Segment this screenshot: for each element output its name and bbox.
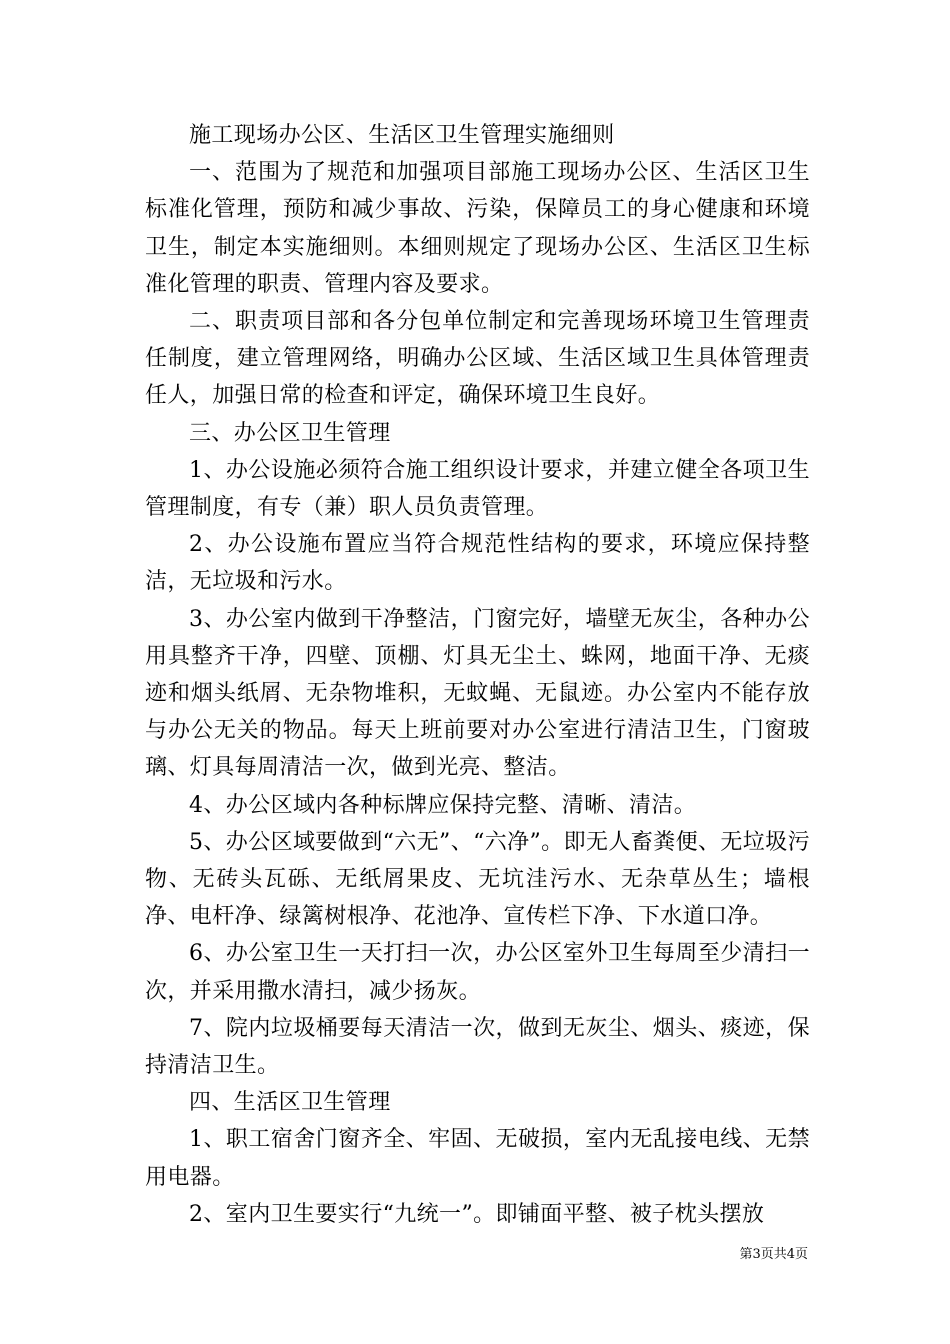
- paragraph-living-1: 1、职工宿舍门窗齐全、牢固、无破损，室内无乱接电线、无禁用电器。: [145, 1127, 810, 1190]
- paragraph-scope: 一、范围为了规范和加强项目部施工现场办公区、生活区卫生标准化管理，预防和减少事故、污染，保障员工的身心健康和环境卫生，制定本实施细则。本细则规定了现场办公区、生活区卫生标准化管理的职责、管理内容及要求。: [145, 160, 810, 297]
- paragraph-office-2: 2、办公设施布置应当符合规范性结构的要求，环境应保持整洁，无垃圾和污水。: [145, 532, 810, 595]
- page-number-footer: 第3页共4页: [739, 1247, 808, 1262]
- paragraph-office-6: 6、办公室卫生一天打扫一次，办公区室外卫生每周至少清扫一次，并采用撒水清扫，减少扬灰。: [145, 941, 810, 1004]
- section-heading-living: 四、生活区卫生管理: [189, 1090, 391, 1116]
- paragraph-office-1: 1、办公设施必须符合施工组织设计要求，并建立健全各项卫生管理制度，有专（兼）职人员负责管理。: [145, 457, 810, 521]
- paragraph-office-3: 3、办公室内做到干净整洁，门窗完好，墙壁无灰尘，各种办公用具整齐干净，四壁、顶棚、灯具无尘土、蛛网，地面干净、无痰迹和烟头纸屑、无杂物堆积，无蚊蝇、无鼠迹。办公室内不能存放与办公无关的物品。每天上班前要对办公室进行清洁卫生，门窗玻璃、灯具每周清洁一次，做到光亮、整洁。: [145, 606, 810, 781]
- document-body: [145, 117, 810, 1233]
- paragraph-office-7: 7、院内垃圾桶要每天清洁一次，做到无灰尘、烟头、痰迹，保持清洁卫生。: [145, 1015, 810, 1079]
- document-title: 施工现场办公区、生活区卫生管理实施细则: [189, 123, 615, 148]
- paragraph-responsibility: 二、职责项目部和各分包单位制定和完善现场环境卫生管理责任制度，建立管理网络，明确办公区域、生活区域卫生具体管理责任人，加强日常的检查和评定，确保环境卫生良好。: [145, 309, 810, 409]
- paragraph-office-4: 4、办公区域内各种标牌应保持完整、清晰、清洁。: [189, 792, 697, 818]
- section-heading-office: 三、办公区卫生管理: [189, 420, 391, 446]
- paragraph-living-2: 2、室内卫生要实行“九统一”。即铺面平整、被子枕头摆放: [189, 1201, 765, 1227]
- paragraph-office-5: 5、办公区域要做到“六无”、“六净”。即无人畜粪便、无垃圾污物、无砖头瓦砾、无纸屑果皮、无坑洼污水、无杂草丛生；墙根净、电杆净、绿篱树根净、花池净、宣传栏下净、下水道口净。: [145, 829, 810, 930]
